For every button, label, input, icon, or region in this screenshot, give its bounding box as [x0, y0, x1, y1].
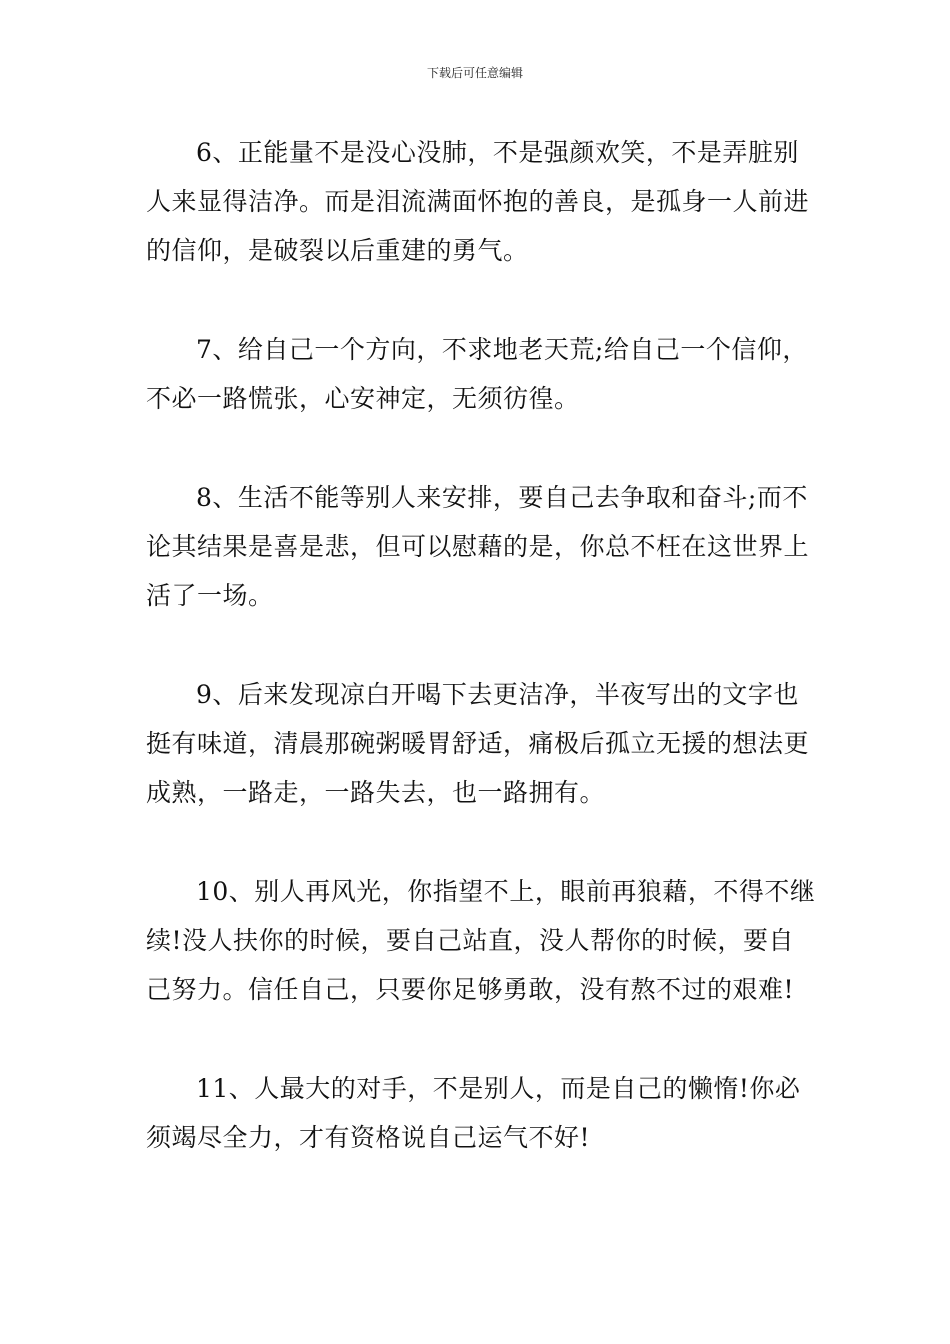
- paragraph-6: 6、正能量不是没心没肺，不是强颜欢笑，不是弄脏别人来显得洁净。而是泪流满面怀抱的善良，是孤身一人前进的信仰，是破裂以后重建的勇气。: [146, 138, 810, 265]
- paragraph-11: 11、人最大的对手，不是别人，而是自己的懒惰!你必须竭尽全力，才有资格说自己运气不好!: [146, 1074, 801, 1152]
- paragraph-7: 7、给自己一个方向，不求地老天荒;给自己一个信仰，不必一路慌张，心安神定，无须彷徨。: [146, 335, 808, 413]
- paragraph-8: 8、生活不能等别人来安排，要自己去争取和奋斗;而不论其结果是喜是悲，但可以慰藉的是，你总不枉在这世界上活了一场。: [146, 483, 810, 610]
- document-body: [146, 128, 818, 1212]
- paragraph-10: 10、别人再风光，你指望不上，眼前再狼藉，不得不继续!没人扶你的时候，要自己站直，没人帮你的时候，要自己努力。信任自己，只要你足够勇敢，没有熬不过的艰难!: [146, 877, 816, 1004]
- page-header: 下载后可任意编辑: [426, 66, 523, 80]
- paragraph-9: 9、后来发现凉白开喝下去更洁净，半夜写出的文字也挺有味道，清晨那碗粥暖胃舒适，痛极后孤立无援的想法更成熟，一路走，一路失去，也一路拥有。: [146, 680, 810, 807]
